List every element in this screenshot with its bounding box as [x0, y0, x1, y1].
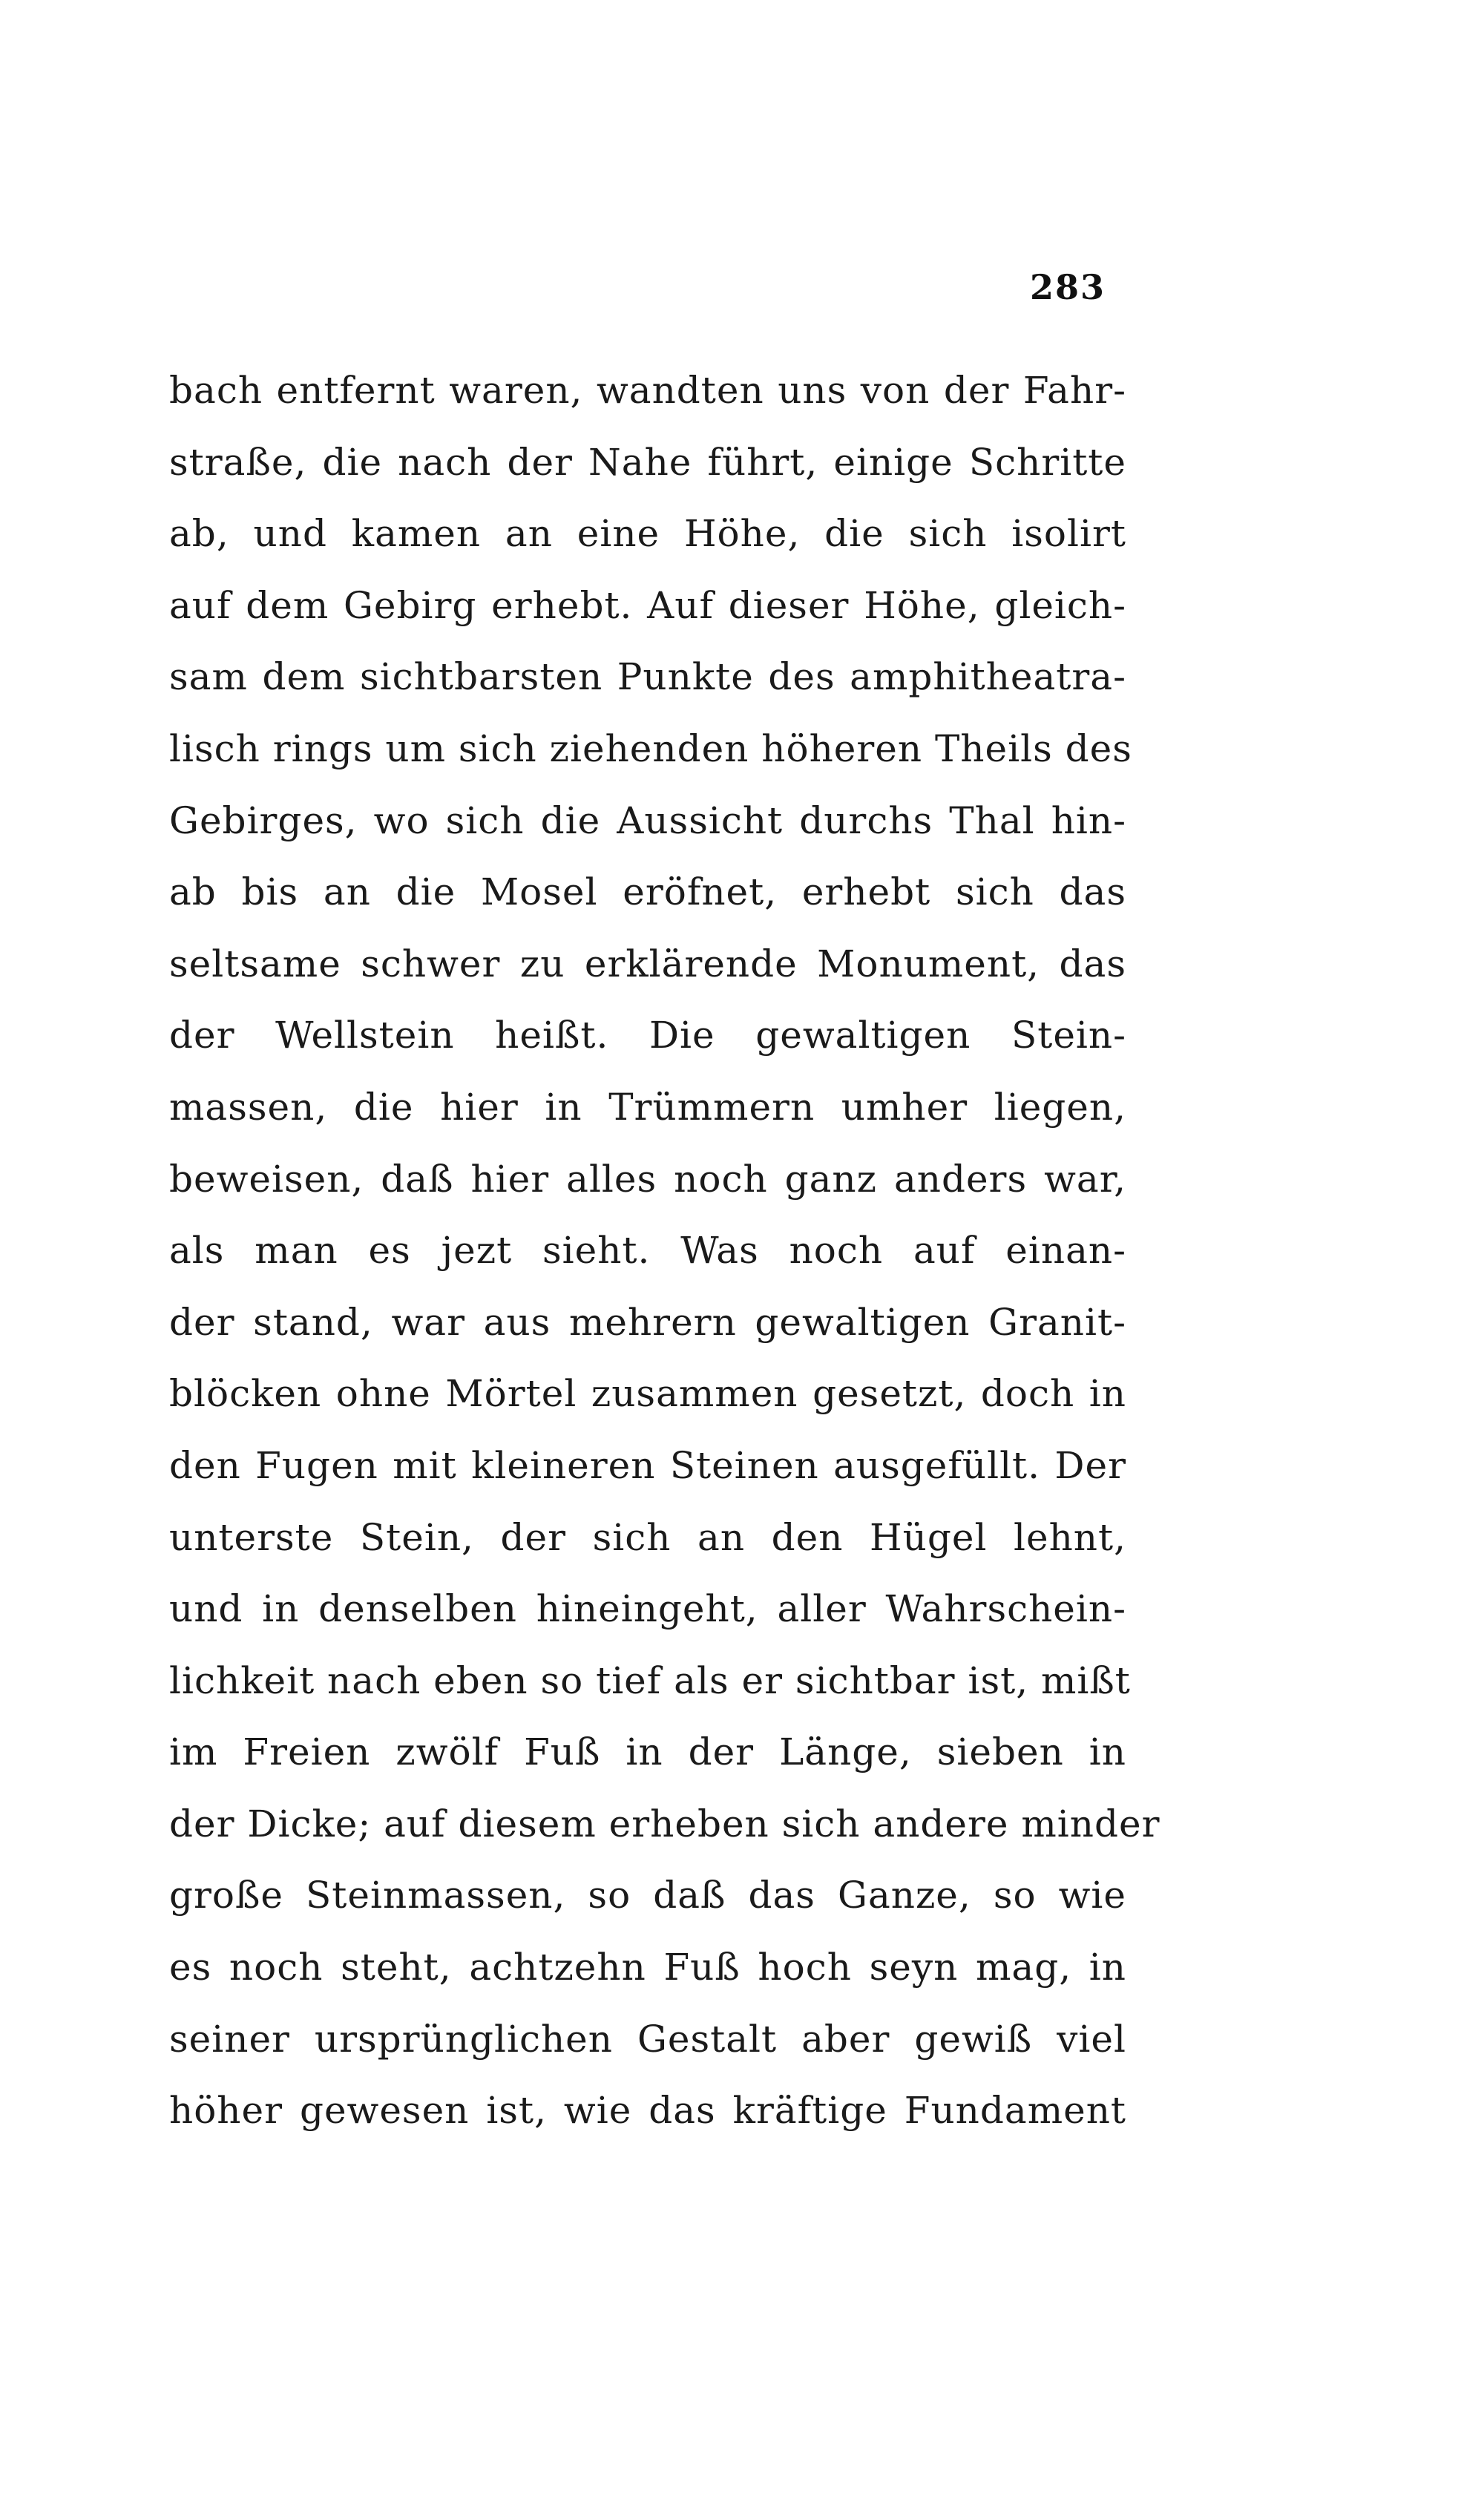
text-line-13: als man es jezt sieht. Was noch auf einan-	[169, 1229, 1126, 1273]
body-text	[169, 355, 1160, 2147]
text-line-11: massen, die hier in Trümmern umher liegen,	[169, 1085, 1126, 1129]
text-line-18: und in denselben hineingeht, aller Wahrschein-	[169, 1587, 1126, 1631]
text-line-19: lichkeit nach eben so tief als er sichtbar ist, mißt	[169, 1658, 1131, 1702]
text-line-12: beweisen, daß hier alles noch ganz anders war,	[169, 1157, 1126, 1201]
text-line-23: es noch steht, achtzehn Fuß hoch seyn mag, in	[169, 1946, 1126, 1989]
text-line-14: der stand, war aus mehrern gewaltigen Granit-	[169, 1300, 1126, 1344]
text-line-5: sam dem sichtbarsten Punkte des amphitheatra-	[169, 655, 1126, 699]
text-line-4: auf dem Gebirg erhebt. Auf dieser Höhe, gleich-	[169, 583, 1126, 627]
text-line-3: ab, und kamen an eine Höhe, die sich isolirt	[169, 512, 1126, 556]
text-line-16: den Fugen mit kleineren Steinen ausgefüllt. Der	[169, 1443, 1126, 1487]
text-line-21: der Dicke; auf diesem erheben sich andere minder	[169, 1802, 1160, 1845]
text-line-6: lisch rings um sich ziehenden höheren Theils des	[169, 726, 1132, 770]
text-line-7: Gebirges, wo sich die Aussicht durchs Thal hin-	[169, 798, 1126, 842]
text-line-10: der Wellstein heißt. Die gewaltigen Stein-	[169, 1014, 1126, 1057]
text-line-25: höher gewesen ist, wie das kräftige Fundament	[169, 2089, 1126, 2133]
text-line-8: ab bis an die Mosel eröfnet, erhebt sich das	[169, 870, 1126, 914]
page-number: 283	[1029, 267, 1106, 307]
text-line-2: straße, die nach der Nahe führt, einige Schritte	[169, 440, 1126, 484]
text-line-20: im Freien zwölf Fuß in der Länge, sieben in	[169, 1730, 1126, 1774]
text-line-15: blöcken ohne Mörtel zusammen gesetzt, doch in	[169, 1372, 1126, 1416]
text-line-24: seiner ursprünglichen Gestalt aber gewiß viel	[169, 2017, 1126, 2061]
text-line-22: große Steinmassen, so daß das Ganze, so wie	[169, 1874, 1126, 1917]
text-line-1: bach entfernt waren, wandten uns von der Fahr-	[169, 369, 1126, 412]
text-line-17: unterste Stein, der sich an den Hügel lehnt,	[169, 1515, 1126, 1559]
text-line-9: seltsame schwer zu erklärende Monument, das	[169, 942, 1126, 985]
